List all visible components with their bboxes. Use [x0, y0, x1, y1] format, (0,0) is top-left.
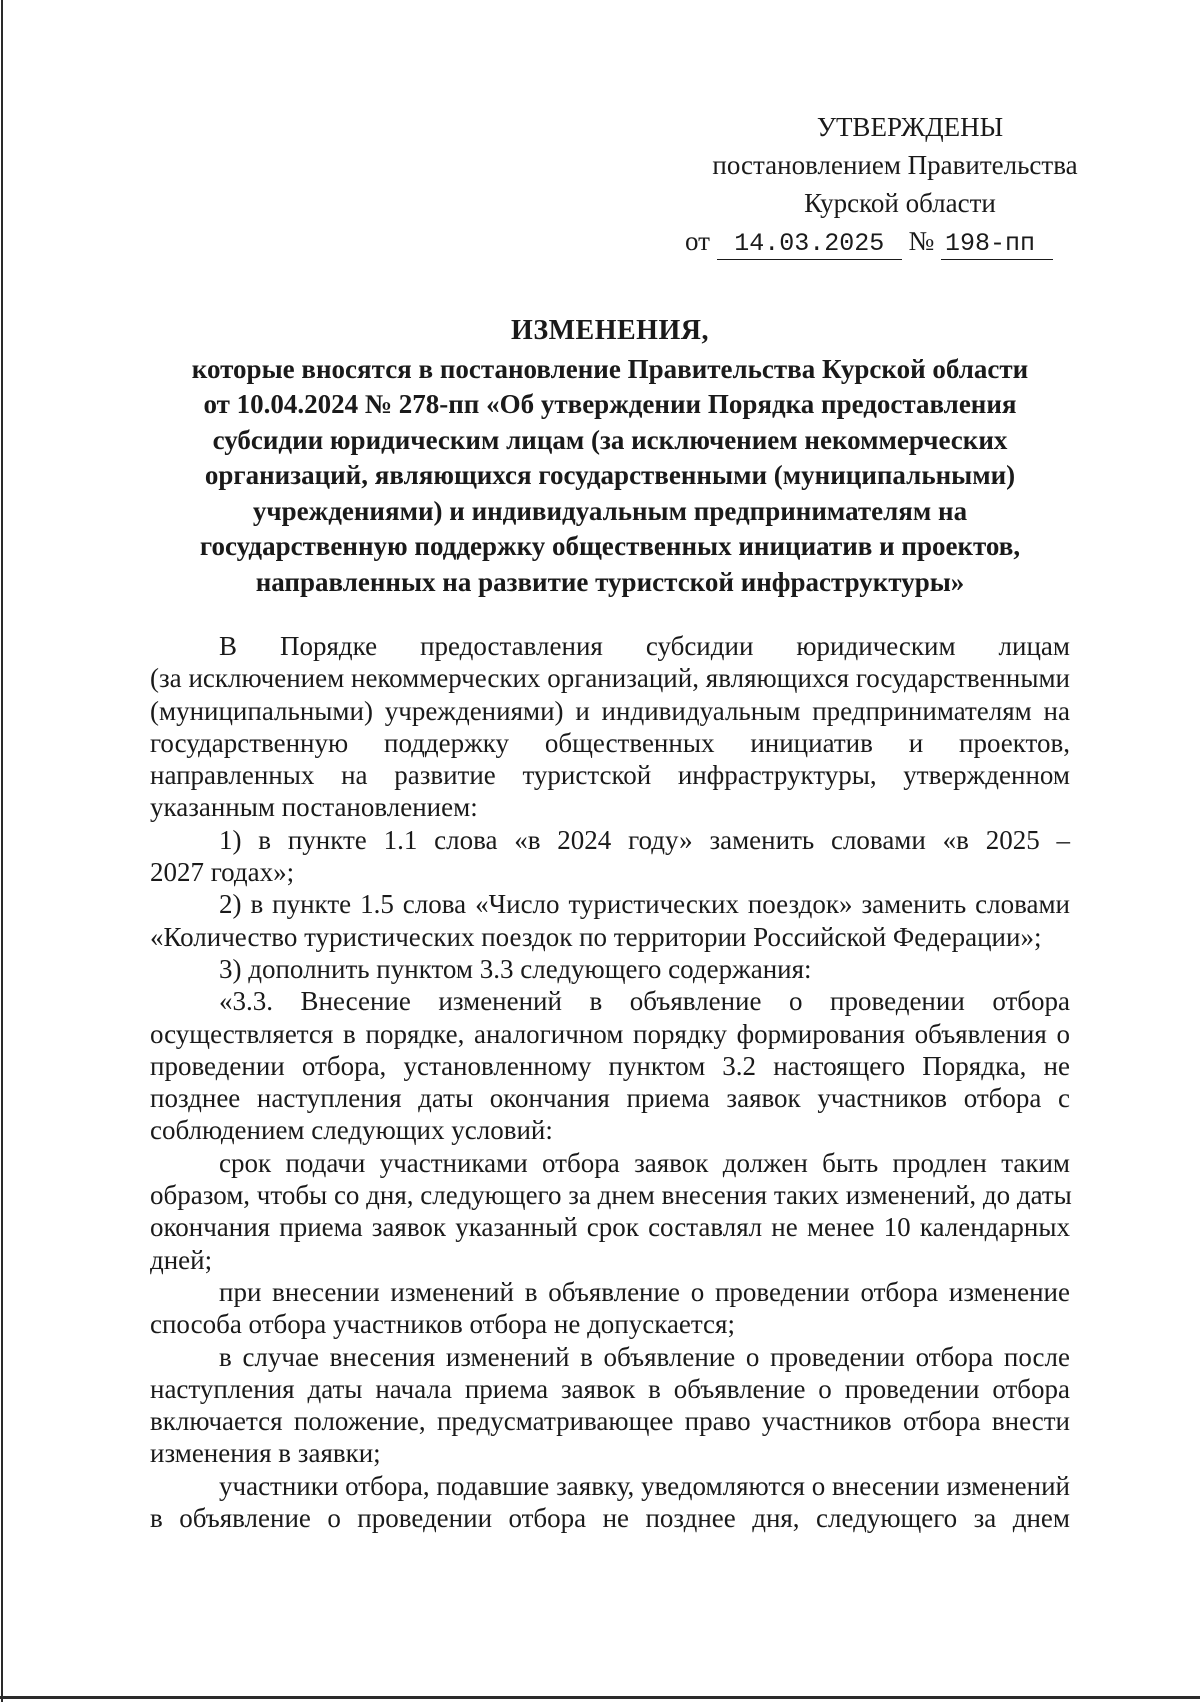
approval-heading: УТВЕРЖДЕНЫ [816, 112, 1004, 142]
paragraph-line: (за исключением некоммерческих организаций, являющихся государственными [150, 663, 1070, 694]
paragraph-line: окончания приема заявок указанный срок составлял не менее 10 календарных [150, 1212, 1070, 1243]
paragraph-line: срок подачи участниками отбора заявок должен быть продлен таким [219, 1147, 1070, 1178]
document-title [150, 313, 1070, 600]
paragraph [150, 824, 1070, 889]
paragraph-line: 2) в пункте 1.5 слова «Число туристических поездок» заменить словами [219, 889, 1070, 920]
scan-border-left [1, 0, 3, 1702]
paragraph-line: осуществляется в порядке, аналогичном порядку формирования объявления о [150, 1018, 1070, 1049]
title-line: субсидии юридическим лицам (за исключением некоммерческих [212, 424, 1008, 455]
paragraph-line: «Количество туристических поездок по территории Российской Федерации»; [150, 921, 1042, 952]
paragraph-line: дней; [150, 1244, 213, 1275]
paragraph [150, 953, 1070, 985]
title-main: ИЗМЕНЕНИЯ, [511, 315, 709, 346]
title-line: государственную поддержку общественных инициатив и проектов, [199, 531, 1021, 561]
paragraph-line: включается положение, предусматривающее право участников отбора внести [150, 1406, 1070, 1437]
paragraph [150, 985, 1070, 1146]
paragraph-line: позднее наступления даты окончания приема заявок участников отбора с [150, 1083, 1070, 1114]
approval-number-value: 198-пп [941, 229, 1053, 260]
paragraph-line: 2027 годах»; [150, 857, 295, 888]
paragraph-line: изменения в заявки; [150, 1438, 381, 1469]
approval-line-2: Курской области [804, 188, 996, 218]
paragraph [150, 1341, 1070, 1470]
paragraph [150, 1276, 1070, 1341]
title-lines [150, 352, 1070, 601]
paragraph-line: участники отбора, подавшие заявку, уведомляются о внесении изменений [219, 1470, 1070, 1501]
paragraph-line: при внесении изменений в объявление о проведении отбора изменение [219, 1276, 1070, 1307]
paragraph-line: наступления даты начала приема заявок в объявление о проведении отбора [150, 1373, 1070, 1404]
paragraph-line: В Порядке предоставления субсидии юридическим лицам [219, 631, 1070, 661]
approval-date-line [640, 222, 1090, 260]
paragraph-line: (муниципальными) учреждениями) и индивидуальным предпринимателям на [150, 695, 1070, 726]
paragraph-line: в объявление о проведении отбора не позднее дня, следующего за днем [150, 1503, 1070, 1534]
approval-date-value: 14.03.2025 [717, 229, 902, 260]
paragraph-line: 1) в пункте 1.1 слова «в 2024 году» заменить словами «в 2025 – [219, 824, 1070, 855]
number-prefix: № [908, 226, 935, 256]
paragraph-line: проведении отбора, установленному пунктом 3.2 настоящего Порядка, не [150, 1050, 1070, 1081]
paragraph [150, 630, 1070, 824]
date-prefix: от [685, 226, 710, 256]
approval-line-1: постановлением Правительства [712, 150, 1078, 180]
paragraph [150, 888, 1070, 953]
title-line: от 10.04.2024 № 278-пп «Об утверждении Порядка предоставления [203, 389, 1017, 419]
paragraph-line: 3) дополнить пунктом 3.3 следующего содержания: [219, 953, 812, 984]
paragraph-line: в случае внесения изменений в объявление о проведении отбора после [219, 1341, 1070, 1372]
title-line: которые вносятся в постановление Правительства Курской области [191, 353, 1029, 384]
document-body [150, 630, 1070, 1534]
paragraph-line: способа отбора участников отбора не допускается; [150, 1309, 735, 1340]
paragraph-line: «3.3. Внесение изменений в объявление о проведении отбора [219, 986, 1070, 1017]
scan-border-bottom [0, 1696, 1200, 1699]
paragraph-line: государственную поддержку общественных инициатив и проектов, [150, 727, 1070, 758]
paragraph-line: образом, чтобы со дня, следующего за днем внесения таких изменений, до даты [150, 1180, 1072, 1211]
paragraph-line: направленных на развитие туристской инфраструктуры, утвержденном [150, 760, 1070, 791]
approval-stamp-block [640, 108, 1090, 260]
title-line: учреждениями) и индивидуальным предпринимателям на [252, 495, 968, 526]
paragraph-line: соблюдением следующих условий: [150, 1115, 553, 1146]
title-line: направленных на развитие туристской инфраструктуры» [255, 566, 965, 597]
paragraph [150, 1147, 1070, 1276]
title-line: организаций, являющихся государственными (муниципальными) [204, 460, 1016, 490]
paragraph-line: указанным постановлением: [150, 792, 478, 823]
paragraph [150, 1470, 1070, 1535]
